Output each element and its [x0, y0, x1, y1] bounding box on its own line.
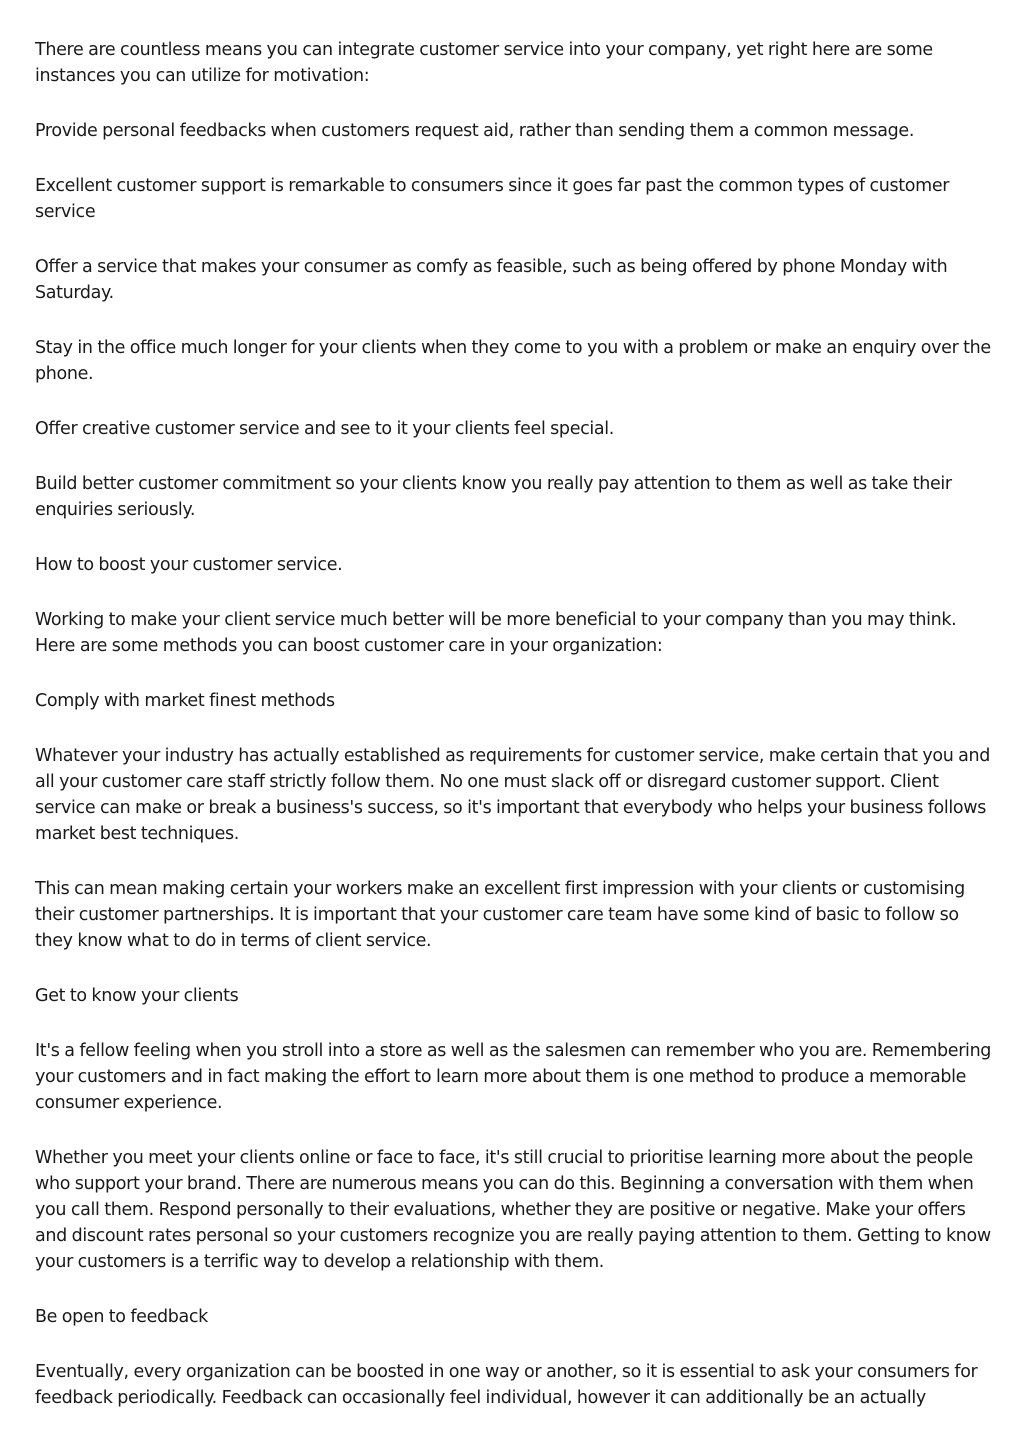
paragraph: There are countless means you can integrate customer service into your company, yet right here are some instances you can utilize for motivation:	[35, 40, 933, 86]
section-heading: Get to know your clients	[35, 986, 239, 1006]
paragraph: Excellent customer support is remarkable to consumers since it goes far past the common types of customer service	[35, 176, 950, 222]
paragraph: Whether you meet your clients online or face to face, it's still crucial to prioritise learning more about the people who support your brand. There are numerous means you can do this. Beginning a conversation with them when you call them. Respond personally to their evaluations, whether they are positive or negative. Make your offers and discount rates personal so your customers recognize you are really paying attention to them. Getting to know your customers is a terrific way to develop a relationship with them.	[35, 1148, 991, 1272]
paragraph: Build better customer commitment so your clients know you really pay attention to them as well as take their enquiries seriously.	[35, 474, 952, 520]
section-heading: How to boost your customer service.	[35, 555, 343, 575]
section-heading: Be open to feedback	[35, 1307, 208, 1327]
paragraph: Stay in the office much longer for your clients when they come to you with a problem or make an enquiry over the phone.	[35, 338, 991, 384]
document-body	[35, 37, 995, 1440]
paragraph: Offer creative customer service and see to it your clients feel special.	[35, 419, 614, 439]
paragraph: This can mean making certain your workers make an excellent first impression with your clients or customising their customer partnerships. It is important that your customer care team have some kind of basic to follow so they know what to do in terms of client service.	[35, 879, 965, 951]
section-heading: Comply with market finest methods	[35, 691, 335, 711]
paragraph: Working to make your client service much better will be more beneficial to your company than you may think. Here are some methods you can boost customer care in your organization:	[35, 610, 957, 656]
paragraph: It's a fellow feeling when you stroll into a store as well as the salesmen can remember who you are. Remembering your customers and in fact making the effort to learn more about them is one method to produce a memorable consumer experience.	[35, 1041, 992, 1113]
paragraph: Offer a service that makes your consumer as comfy as feasible, such as being offered by phone Monday with Saturday.	[35, 257, 948, 303]
paragraph: Whatever your industry has actually established as requirements for customer service, make certain that you and all your customer care staff strictly follow them. No one must slack off or disregard customer support. Client service can make or break a business's success, so it's important that everybody who helps your business follows market best techniques.	[35, 746, 991, 844]
paragraph: Eventually, every organization can be boosted in one way or another, so it is essential to ask your consumers for feedback periodically. Feedback can occasionally feel individual, however it can additionally be an actually	[35, 1362, 978, 1408]
paragraph: Provide personal feedbacks when customers request aid, rather than sending them a common message.	[35, 121, 915, 141]
